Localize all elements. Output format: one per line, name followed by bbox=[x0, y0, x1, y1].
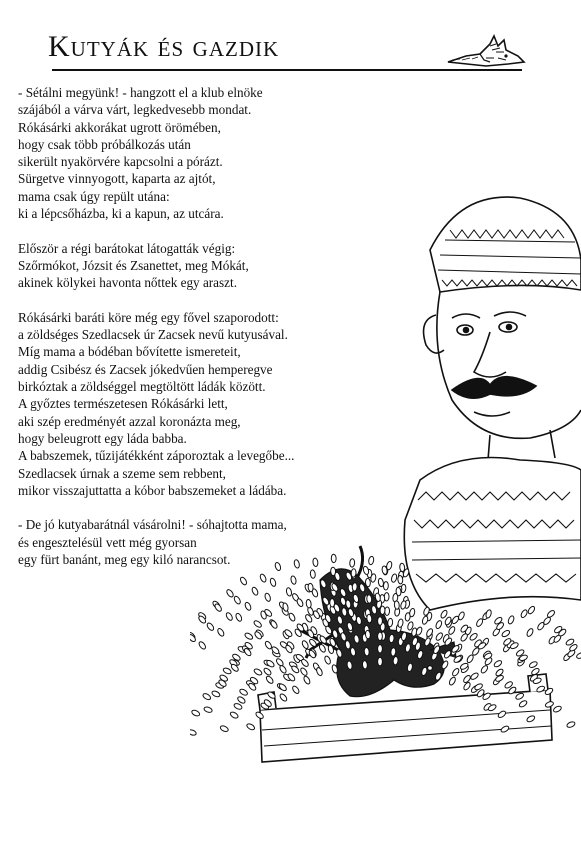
bean-icon bbox=[451, 667, 460, 677]
bean-icon bbox=[463, 681, 472, 691]
bean-icon bbox=[279, 664, 288, 674]
bean-icon bbox=[415, 626, 423, 636]
bean-icon bbox=[198, 641, 207, 651]
bean-icon bbox=[263, 667, 272, 676]
bean-icon bbox=[296, 598, 304, 608]
poem-line: akinek kölykei havonta nőttek egy araszt. bbox=[18, 275, 237, 291]
bean-icon bbox=[527, 605, 536, 615]
bean-icon bbox=[507, 615, 515, 625]
bean-icon bbox=[364, 647, 370, 656]
bean-icon bbox=[324, 655, 332, 665]
poem-line: sikerült nyakörvére kapcsolni a pórázt. bbox=[18, 154, 223, 170]
bean-icon bbox=[203, 706, 213, 713]
bean-icon bbox=[211, 690, 221, 698]
bean-icon bbox=[219, 725, 229, 733]
bean-icon bbox=[293, 559, 300, 568]
bean-icon bbox=[237, 696, 247, 705]
poem-line: - De jó kutyabarátnál vásárolni! - sóhajtotta mama, bbox=[18, 517, 287, 533]
bean-icon bbox=[279, 693, 288, 702]
bean-icon bbox=[214, 603, 223, 613]
bean-icon bbox=[493, 659, 503, 668]
bean-icon bbox=[290, 575, 297, 584]
bean-icon bbox=[366, 595, 372, 604]
poem-line: Míg mama a bódéban bővítette ismereteit, bbox=[18, 344, 241, 360]
bean-icon bbox=[303, 675, 311, 685]
bean-icon bbox=[389, 634, 395, 643]
page-title: Kutyák és gazdik bbox=[48, 30, 280, 63]
poem-line: és engesztelésül vett még gyorsan bbox=[18, 534, 197, 550]
poem-line: Szedlacsek úrnak a szeme sem rebbent, bbox=[18, 465, 226, 481]
bean-icon bbox=[526, 628, 534, 638]
bean-icon bbox=[253, 668, 263, 676]
poem-line: hogy csak több próbálkozás után bbox=[18, 136, 191, 152]
bean-icon bbox=[266, 659, 276, 668]
bean-icon bbox=[191, 709, 201, 717]
bean-icon bbox=[226, 589, 235, 599]
bean-icon bbox=[312, 558, 318, 567]
bean-icon bbox=[399, 563, 405, 572]
bean-icon bbox=[244, 632, 254, 641]
bean-icon bbox=[206, 622, 215, 632]
bean-icon bbox=[365, 578, 370, 587]
bean-icon bbox=[235, 612, 243, 622]
poem-line: addig Csibész és Zacsek jókedvűen hemperegve bbox=[18, 361, 273, 377]
bean-icon bbox=[259, 573, 267, 583]
poem-line: A győztes természetesen Rókásárki lett, bbox=[18, 396, 228, 412]
bean-icon bbox=[244, 601, 252, 611]
bean-icon bbox=[300, 658, 309, 667]
bean-icon bbox=[566, 721, 576, 729]
grocer-man-icon bbox=[404, 197, 581, 610]
bean-icon bbox=[383, 582, 388, 591]
bean-icon bbox=[239, 576, 248, 586]
illustration bbox=[190, 180, 581, 841]
bean-icon bbox=[251, 586, 259, 596]
poem-line: szájából a várva várt, legkedvesebb mondat. bbox=[18, 102, 252, 118]
bean-icon bbox=[278, 683, 287, 692]
bean-icon bbox=[253, 620, 263, 629]
bean-icon bbox=[520, 609, 528, 619]
bean-icon bbox=[435, 632, 444, 642]
bean-icon bbox=[352, 583, 357, 592]
bean-icon bbox=[397, 575, 403, 584]
bean-icon bbox=[470, 672, 480, 681]
poem-line: mikor visszajuttatta a kóbor babszemeket a ládába. bbox=[18, 482, 287, 498]
bean-icon bbox=[396, 587, 402, 596]
poem-line: A babszemek, tűzijátékként záporoztak a levegőbe... bbox=[18, 448, 295, 464]
fox-head-icon bbox=[446, 32, 526, 72]
bean-icon bbox=[229, 711, 239, 719]
bean-icon bbox=[421, 615, 428, 625]
bean-icon bbox=[265, 675, 274, 684]
bean-icon bbox=[331, 554, 336, 563]
bean-icon bbox=[315, 667, 323, 677]
bean-icon bbox=[390, 647, 396, 656]
poem-line: a zöldséges Szedlacsek úr Zacsek nevű kutyusával. bbox=[18, 327, 288, 343]
bean-icon bbox=[485, 609, 492, 618]
poem-line: hogy beleugrott egy láda babba. bbox=[18, 430, 187, 446]
bean-icon bbox=[475, 618, 484, 628]
bean-icon bbox=[291, 665, 300, 674]
poem-line: Először a régi barátokat látogatták végig: bbox=[18, 240, 236, 256]
bean-icon bbox=[202, 692, 212, 701]
bean-icon bbox=[528, 661, 538, 669]
bean-icon bbox=[451, 615, 460, 625]
bean-icon bbox=[366, 614, 372, 623]
bean-icon bbox=[435, 620, 443, 630]
poem-line: birkóztak a zöldséggel megtöltött ládák között. bbox=[18, 379, 266, 395]
bean-icon bbox=[274, 562, 281, 572]
bean-icon bbox=[394, 601, 400, 610]
bean-icon bbox=[299, 667, 308, 677]
bean-icon bbox=[378, 645, 383, 653]
poem-line: aki szép eredményét azzal koronázta meg, bbox=[18, 413, 241, 429]
bean-icon bbox=[378, 617, 383, 625]
bean-icon bbox=[222, 667, 232, 675]
bean-icon bbox=[350, 559, 355, 568]
poem-line: egy fürt banánt, meg egy kiló narancsot. bbox=[18, 552, 231, 568]
bean-icon bbox=[546, 609, 555, 618]
bean-icon bbox=[391, 573, 398, 582]
bean-icon bbox=[397, 619, 403, 628]
poem-line: mama csak úgy repült utána: bbox=[18, 188, 170, 204]
bean-icon bbox=[246, 723, 256, 731]
poem-line: ki a lépcsőházba, ki a kapun, az utcára. bbox=[18, 206, 224, 222]
bean-icon bbox=[233, 595, 242, 605]
bean-icon bbox=[331, 567, 336, 576]
bean-icon bbox=[466, 654, 474, 664]
bean-icon bbox=[239, 688, 249, 696]
bean-icon bbox=[501, 629, 511, 638]
bean-icon bbox=[553, 705, 563, 713]
bean-icon bbox=[378, 657, 383, 665]
poem-line: Rókásárki baráti köre még egy fővel szaporodott: bbox=[18, 309, 279, 325]
bean-icon bbox=[576, 652, 581, 660]
bean-icon bbox=[409, 608, 416, 617]
bean-icon bbox=[368, 556, 374, 565]
poem-line: Sürgetve vinnyogott, kaparta az ajtót, bbox=[18, 171, 216, 187]
bean-icon bbox=[264, 593, 271, 603]
bean-icon bbox=[269, 578, 276, 588]
bean-icon bbox=[288, 612, 296, 622]
bean-icon bbox=[225, 612, 234, 622]
bean-icon bbox=[306, 599, 312, 608]
poem-line: Szőrmókot, Józsit és Zsanettet, meg Mókát, bbox=[18, 257, 249, 273]
bean-icon bbox=[286, 587, 293, 596]
bean-icon bbox=[362, 566, 369, 575]
poem-line: Rókásárki akkorákat ugrott örömében, bbox=[18, 119, 221, 135]
bean-icon bbox=[469, 632, 478, 641]
bean-icon bbox=[217, 627, 226, 637]
bean-icon bbox=[308, 583, 314, 592]
bean-icon bbox=[365, 630, 371, 639]
bean-icon bbox=[233, 702, 243, 710]
bean-icon bbox=[378, 578, 384, 587]
bean-icon bbox=[480, 665, 489, 675]
bean-icon bbox=[448, 676, 456, 686]
bean-icon bbox=[301, 640, 309, 650]
bean-icon bbox=[362, 660, 368, 669]
bean-icon bbox=[393, 656, 399, 665]
bean-icon bbox=[291, 685, 300, 695]
bean-icon bbox=[460, 633, 469, 643]
poem-line: - Sétálni megyünk! - hangzott el a klub elnöke bbox=[18, 85, 263, 100]
bean-icon bbox=[378, 632, 383, 640]
bean-icon bbox=[462, 674, 471, 683]
bean-icon bbox=[310, 570, 316, 579]
bean-icon bbox=[387, 618, 393, 627]
header bbox=[48, 30, 458, 74]
bean-icon bbox=[270, 620, 279, 630]
bean-icon bbox=[190, 729, 197, 736]
